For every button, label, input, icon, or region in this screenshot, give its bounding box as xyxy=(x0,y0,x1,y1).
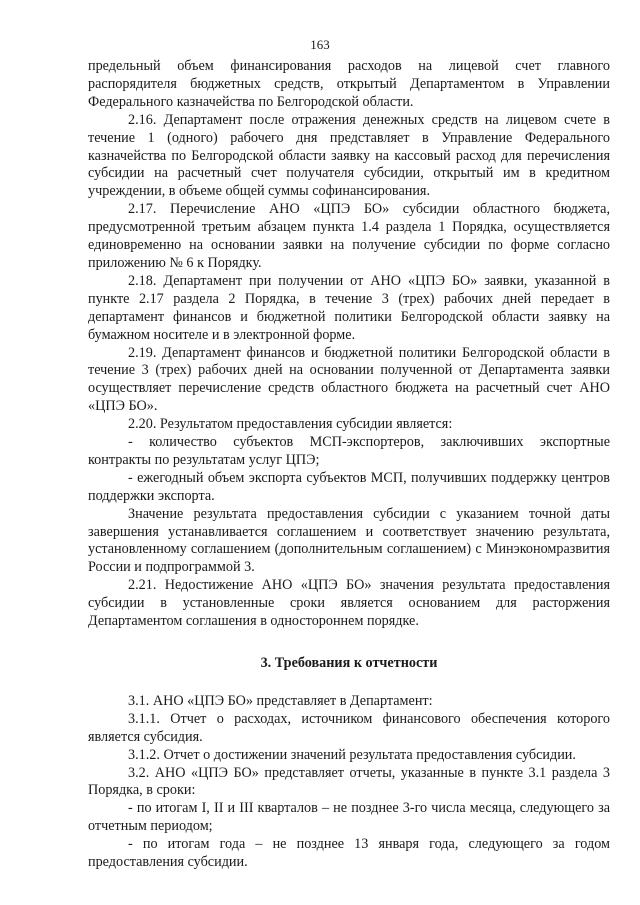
paragraph-2-20: 2.20. Результатом предоставления субсидии является: xyxy=(128,416,453,433)
paragraph: предельный объем финансирования расходов на лицевой счет главного распорядителя бюджетных средств, открытый Департаментом в Управлении Федерального казначейства по Белгородской области. xyxy=(88,58,610,110)
paragraph-3-2: 3.2. АНО «ЦПЭ БО» представляет отчеты, указанные в пункте 3.1 раздела 3 Порядка, в сроки: xyxy=(88,764,610,799)
section-title: 3. Требования к отчетности xyxy=(260,655,438,671)
paragraph-3-1-2: 3.1.2. Отчет о достижении значений результата предоставления субсидии. xyxy=(128,746,576,763)
paragraph-2-19: 2.19. Департамент финансов и бюджетной политики Белгородской области в течение 3 (трех) рабочих дней на основании полученной от Департамента заявки осуществляет перечисление средств областного бюджета на расчетный счет АНО «ЦПЭ БО». xyxy=(88,344,610,415)
document-body xyxy=(88,58,610,872)
paragraph-2-18: 2.18. Департамент при получении от АНО «ЦПЭ БО» заявки, указанной в пункте 2.17 раздела 2 Порядка, в течение 3 (трех) рабочих дней передает в департамент финансов и бюджетной политики Белгородской области заявку на бумажном носителе и в электронной форме. xyxy=(88,272,610,343)
paragraph-3-1-1: 3.1.1. Отчет о расходах, источником финансового обеспечения которого является субсидия. xyxy=(88,710,610,745)
list-item: - по итогам I, II и III кварталов – не позднее 3-го числа месяца, следующего за отчетным периодом; xyxy=(88,800,610,835)
paragraph-2-16: 2.16. Департамент после отражения денежных средств на лицевом счете в течение 1 (одного) рабочего дня представляет в Управление Федерального казначейства по Белгородской области заявку на кассовый расход для перечисления субсидии на расчетный счет получателя субсидии, открытый им в кредитном учреждении, в объеме общей суммы софинансирования. xyxy=(88,111,610,200)
paragraph-2-17: 2.17. Перечисление АНО «ЦПЭ БО» субсидии областного бюджета, предусмотренной третьим абзацем пункта 1.4 раздела 1 Порядка, осуществляется единовременно на основании заявки на получение субсидии по форме согласно приложению № 6 к Порядку. xyxy=(88,201,610,271)
page-number: 163 xyxy=(310,37,330,52)
paragraph-2-21: 2.21. Недостижение АНО «ЦПЭ БО» значения результата предоставления субсидии в установленные сроки является основанием для расторжения Департаментом соглашения в одностороннем порядке. xyxy=(88,577,610,630)
paragraph-3-1: 3.1. АНО «ЦПЭ БО» представляет в Департамент: xyxy=(128,692,433,709)
list-item: - по итогам года – не позднее 13 января года, следующего за годом предоставления субсидии. xyxy=(88,836,610,871)
paragraph: Значение результата предоставления субсидии с указанием точной даты завершения устанавливается соглашением и соответствует значению результата, установленному соглашением (дополнительным соглашением) с Минэкономразвития России и подпрограммой 3. xyxy=(88,505,610,576)
list-item: - количество субъектов МСП-экспортеров, заключивших экспортные контракты по результатам услуг ЦПЭ; xyxy=(88,434,610,468)
list-item: - ежегодный объем экспорта субъектов МСП, получивших поддержку центров поддержки экспорта. xyxy=(88,469,610,504)
